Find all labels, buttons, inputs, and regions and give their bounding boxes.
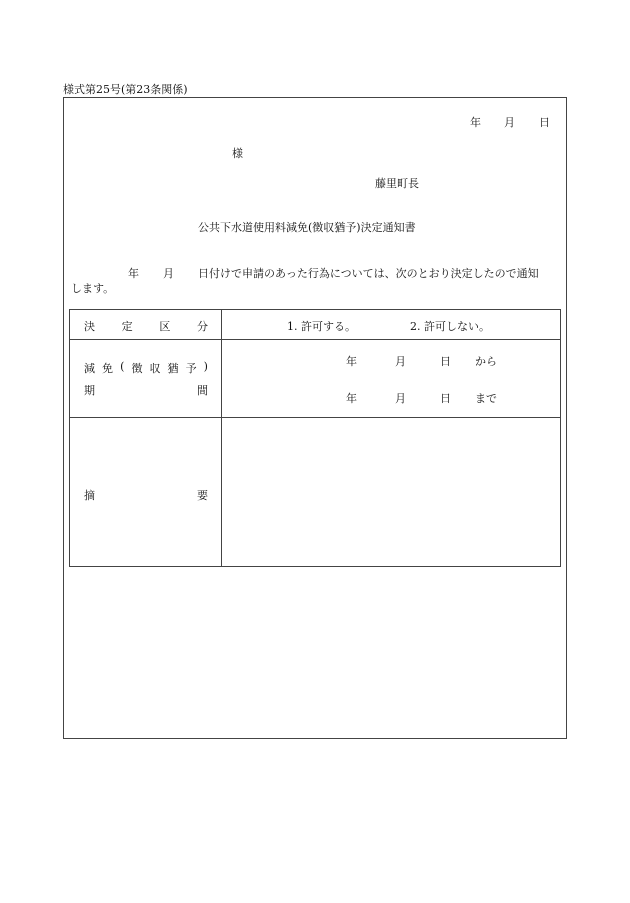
- option-reject: 2. 許可しない。: [410, 320, 490, 333]
- date-day: 日: [539, 116, 550, 129]
- label-char: 摘: [84, 489, 95, 502]
- date-year: 年: [470, 116, 481, 129]
- from-month: 月: [395, 355, 406, 368]
- label-char: 猶: [167, 362, 179, 375]
- sender-title: 藤里町長: [375, 177, 419, 190]
- label-char: 減: [84, 362, 95, 375]
- form-number: 様式第25号(第23条関係): [63, 83, 188, 96]
- label-char: 区: [159, 320, 171, 333]
- to-day: 日: [440, 392, 451, 405]
- from-year: 年: [346, 355, 357, 368]
- label-char: (: [120, 360, 125, 373]
- body-month: 月: [163, 267, 174, 280]
- label-char: 免: [102, 362, 114, 375]
- option-approve: 1. 許可する。: [287, 320, 356, 333]
- body-text-line1: 日付けで申請のあった行為については、次のとおり決定したので通知: [198, 267, 539, 280]
- label-char: 予: [185, 362, 197, 375]
- from-suffix: から: [475, 355, 497, 368]
- label-char: 分: [196, 320, 208, 333]
- to-suffix: まで: [475, 392, 497, 405]
- summary-label: [84, 487, 208, 503]
- body-year: 年: [128, 267, 139, 280]
- label-char: ): [203, 360, 208, 373]
- label-char: 決: [84, 320, 95, 333]
- to-month: 月: [395, 392, 406, 405]
- body-text-line2: します。: [71, 282, 115, 295]
- exemption-period-label-line1: [84, 360, 208, 376]
- addressee-honorific: 様: [232, 147, 243, 160]
- label-char: 徴: [131, 362, 143, 375]
- document-title: 公共下水道使用料減免(徴収猶予)決定通知書: [198, 221, 416, 234]
- to-year: 年: [346, 392, 357, 405]
- decision-table: [69, 309, 561, 567]
- label-char: 収: [149, 362, 161, 375]
- row-divider-1: [70, 339, 560, 340]
- label-char: 定: [121, 320, 133, 333]
- exemption-period-label-line2: [84, 382, 208, 398]
- decision-category-label: [84, 318, 208, 334]
- label-char: 要: [197, 489, 208, 502]
- summary-field[interactable]: [222, 418, 560, 566]
- label-char: 間: [197, 384, 208, 397]
- from-day: 日: [440, 355, 451, 368]
- date-month: 月: [504, 116, 515, 129]
- label-char: 期: [84, 384, 95, 397]
